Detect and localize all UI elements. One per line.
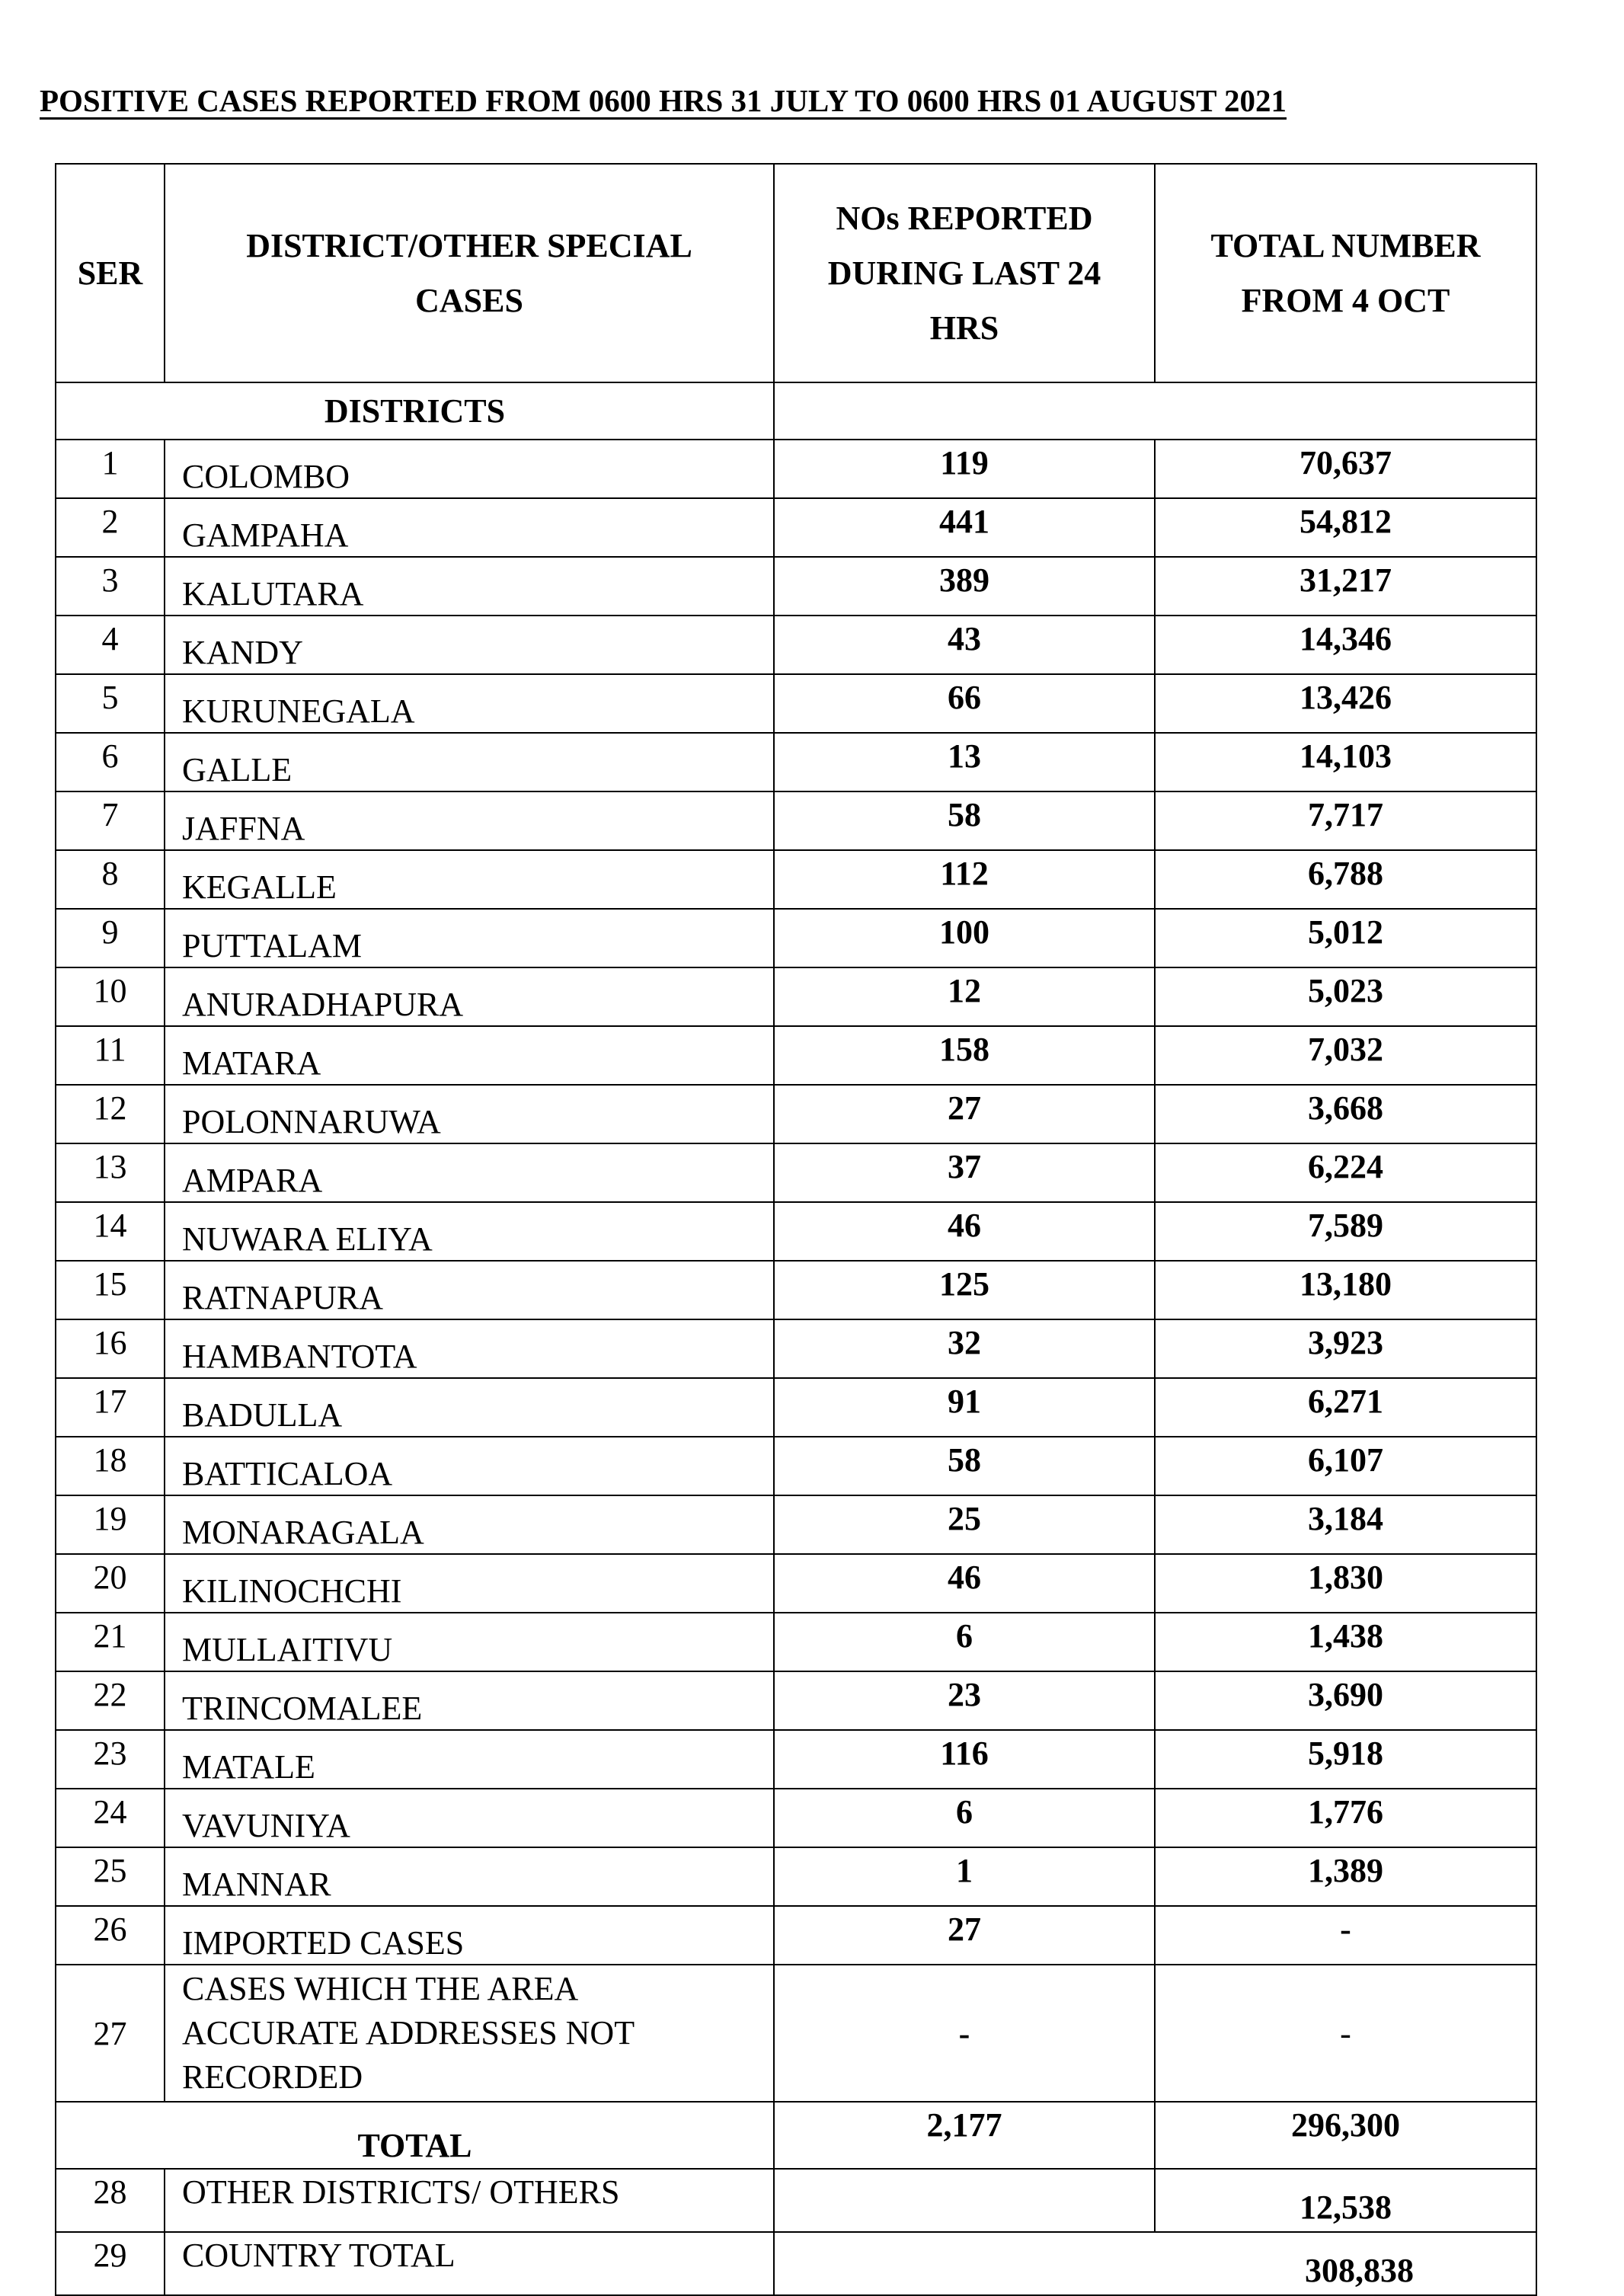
- name-line: CASES WHICH THE AREA: [182, 1970, 579, 2007]
- row-last-24-hrs: 6: [774, 1789, 1155, 1847]
- row-last-24-hrs: 6: [774, 1613, 1155, 1671]
- row-total-from-4-oct: 3,668: [1155, 1085, 1536, 1143]
- row-district-name: POLONNARUWA: [165, 1085, 774, 1143]
- header-row: [56, 164, 1536, 382]
- row-last-24-hrs: 119: [774, 440, 1155, 498]
- table-row: [56, 1143, 1536, 1202]
- table-row: [56, 791, 1536, 850]
- row-district-name: HAMBANTOTA: [165, 1319, 774, 1378]
- row-last-24-hrs: 43: [774, 616, 1155, 674]
- table-row: [56, 967, 1536, 1026]
- row-total-from-4-oct: 3,923: [1155, 1319, 1536, 1378]
- table-row: [56, 1202, 1536, 1261]
- row-last-24-hrs: 91: [774, 1378, 1155, 1437]
- header-ser: SER: [56, 164, 165, 382]
- row-district-name: GAMPAHA: [165, 498, 774, 557]
- row-total-from-4-oct: -: [1155, 1965, 1536, 2102]
- row-last-24-hrs: 46: [774, 1554, 1155, 1613]
- row-total-from-4-oct: 70,637: [1155, 440, 1536, 498]
- row-last-24-hrs: 158: [774, 1026, 1155, 1085]
- row-last-24-hrs: 25: [774, 1495, 1155, 1554]
- row-last-24-hrs: 32: [774, 1319, 1155, 1378]
- table-row: [56, 733, 1536, 791]
- row-ser: 3: [56, 557, 165, 616]
- table-row: [56, 1847, 1536, 1906]
- row-last-24-hrs: 27: [774, 1085, 1155, 1143]
- table-row: [56, 1378, 1536, 1437]
- name-line: RECORDED: [182, 2058, 363, 2096]
- row-total-from-4-oct: 6,107: [1155, 1437, 1536, 1495]
- row-ser: 5: [56, 674, 165, 733]
- row-total-from-4-oct: 1,830: [1155, 1554, 1536, 1613]
- row-district-name: COUNTRY TOTAL: [165, 2232, 774, 2295]
- row-district-name: OTHER DISTRICTS/ OTHERS: [165, 2169, 774, 2232]
- row-district-name: MULLAITIVU: [165, 1613, 774, 1671]
- table-row: [56, 909, 1536, 967]
- row-total-from-4-oct: 6,271: [1155, 1378, 1536, 1437]
- row-last-24-hrs: 1: [774, 1847, 1155, 1906]
- row-ser: 29: [56, 2232, 165, 2295]
- row-district-name: VAVUNIYA: [165, 1789, 774, 1847]
- section-label: DISTRICTS: [56, 382, 774, 440]
- row-total-from-4-oct: 12,538: [1155, 2169, 1536, 2232]
- row-ser: 27: [56, 1965, 165, 2102]
- row-last-24-hrs: 37: [774, 1143, 1155, 1202]
- row-total-from-4-oct: 14,103: [1155, 733, 1536, 791]
- row-district-name: ANURADHAPURA: [165, 967, 774, 1026]
- header-district: DISTRICT/OTHER SPECIAL CASES: [165, 164, 774, 382]
- row-total-from-4-oct: 13,180: [1155, 1261, 1536, 1319]
- total-from-4-oct: 296,300: [1155, 2102, 1536, 2169]
- row-ser: 23: [56, 1730, 165, 1789]
- row-ser: 10: [56, 967, 165, 1026]
- header-total-from-4-oct: TOTAL NUMBER FROM 4 OCT: [1155, 164, 1536, 382]
- row-district-name: PUTTALAM: [165, 909, 774, 967]
- table-row: [56, 850, 1536, 909]
- row-district-name: MANNAR: [165, 1847, 774, 1906]
- row-ser: 18: [56, 1437, 165, 1495]
- table-row: [56, 1730, 1536, 1789]
- row-ser: 7: [56, 791, 165, 850]
- row-ser: 6: [56, 733, 165, 791]
- row-last-24-hrs: 112: [774, 850, 1155, 909]
- row-district-name: KEGALLE: [165, 850, 774, 909]
- row-total-from-4-oct: 5,023: [1155, 967, 1536, 1026]
- row-total-from-4-oct: 6,224: [1155, 1143, 1536, 1202]
- row-ser: 28: [56, 2169, 165, 2232]
- row-last-24-hrs: -: [774, 1965, 1155, 2102]
- row-ser: 9: [56, 909, 165, 967]
- total-last-24-hrs: 2,177: [774, 2102, 1155, 2169]
- row-total-from-4-oct: 6,788: [1155, 850, 1536, 909]
- row-last-24-hrs: 13: [774, 733, 1155, 791]
- row-district-name: [165, 1965, 774, 2102]
- table-row: [56, 616, 1536, 674]
- table-row: [56, 1261, 1536, 1319]
- total-label: TOTAL: [56, 2102, 774, 2169]
- row-last-24-hrs: 116: [774, 1730, 1155, 1789]
- row-ser: 19: [56, 1495, 165, 1554]
- row-total-from-4-oct: 5,918: [1155, 1730, 1536, 1789]
- table-row: [56, 1085, 1536, 1143]
- row-last-24-hrs: 100: [774, 909, 1155, 967]
- row-last-24-hrs: 389: [774, 557, 1155, 616]
- row-district-name: MONARAGALA: [165, 1495, 774, 1554]
- table-row: [56, 440, 1536, 498]
- table-row: [56, 1319, 1536, 1378]
- row-ser: 2: [56, 498, 165, 557]
- table-row: [56, 498, 1536, 557]
- row-district-name: BADULLA: [165, 1378, 774, 1437]
- total-row: [56, 2102, 1536, 2169]
- row-total-from-4-oct: 7,589: [1155, 1202, 1536, 1261]
- row-district-name: RATNAPURA: [165, 1261, 774, 1319]
- row-total-from-4-oct: 1,776: [1155, 1789, 1536, 1847]
- row-district-name: COLOMBO: [165, 440, 774, 498]
- table-row: [56, 1437, 1536, 1495]
- row-ser: 11: [56, 1026, 165, 1085]
- row-district-name: MATARA: [165, 1026, 774, 1085]
- row-last-24-hrs: 58: [774, 1437, 1155, 1495]
- header-last-24-hrs: NOs REPORTED DURING LAST 24 HRS: [774, 164, 1155, 382]
- row-district-name: GALLE: [165, 733, 774, 791]
- country-total-value: 308,838: [774, 2232, 1536, 2295]
- row-district-name: NUWARA ELIYA: [165, 1202, 774, 1261]
- section-empty-cell: [774, 382, 1536, 440]
- row-district-name: IMPORTED CASES: [165, 1906, 774, 1965]
- row-ser: 24: [56, 1789, 165, 1847]
- row-total-from-4-oct: 14,346: [1155, 616, 1536, 674]
- row-last-24-hrs: 46: [774, 1202, 1155, 1261]
- row-ser: 14: [56, 1202, 165, 1261]
- page-title: POSITIVE CASES REPORTED FROM 0600 HRS 31 JULY TO 0600 HRS 01 AUGUST 2021: [40, 83, 1287, 118]
- table-row: [56, 674, 1536, 733]
- row-ser: 26: [56, 1906, 165, 1965]
- row-ser: 4: [56, 616, 165, 674]
- row-ser: 22: [56, 1671, 165, 1730]
- row-ser: 21: [56, 1613, 165, 1671]
- row-district-name: AMPARA: [165, 1143, 774, 1202]
- row-last-24-hrs: 125: [774, 1261, 1155, 1319]
- row-ser: 1: [56, 440, 165, 498]
- row-district-name: TRINCOMALEE: [165, 1671, 774, 1730]
- row-total-from-4-oct: 1,389: [1155, 1847, 1536, 1906]
- table-row: [56, 1671, 1536, 1730]
- row-total-from-4-oct: 3,184: [1155, 1495, 1536, 1554]
- row-total-from-4-oct: 7,032: [1155, 1026, 1536, 1085]
- row-last-24-hrs: 58: [774, 791, 1155, 850]
- row-ser: 12: [56, 1085, 165, 1143]
- country-total-row: [56, 2232, 1536, 2295]
- table-row-unrecorded: [56, 1965, 1536, 2102]
- name-line: ACCURATE ADDRESSES NOT: [182, 2014, 635, 2051]
- row-district-name: KALUTARA: [165, 557, 774, 616]
- row-ser: 8: [56, 850, 165, 909]
- row-district-name: JAFFNA: [165, 791, 774, 850]
- row-last-24-hrs: [774, 2169, 1155, 2232]
- row-district-name: KANDY: [165, 616, 774, 674]
- row-district-name: KILINOCHCHI: [165, 1554, 774, 1613]
- row-total-from-4-oct: -: [1155, 1906, 1536, 1965]
- row-last-24-hrs: 23: [774, 1671, 1155, 1730]
- other-districts-row: [56, 2169, 1536, 2232]
- cases-table: [55, 163, 1537, 2296]
- row-total-from-4-oct: 1,438: [1155, 1613, 1536, 1671]
- row-district-name: MATALE: [165, 1730, 774, 1789]
- row-ser: 15: [56, 1261, 165, 1319]
- row-total-from-4-oct: 54,812: [1155, 498, 1536, 557]
- section-row-districts: [56, 382, 1536, 440]
- row-ser: 13: [56, 1143, 165, 1202]
- row-last-24-hrs: 27: [774, 1906, 1155, 1965]
- row-total-from-4-oct: 5,012: [1155, 909, 1536, 967]
- row-total-from-4-oct: 13,426: [1155, 674, 1536, 733]
- table-row: [56, 557, 1536, 616]
- row-ser: 20: [56, 1554, 165, 1613]
- row-district-name: BATTICALOA: [165, 1437, 774, 1495]
- table-row: [56, 1495, 1536, 1554]
- row-total-from-4-oct: 3,690: [1155, 1671, 1536, 1730]
- table-row: [56, 1613, 1536, 1671]
- row-ser: 16: [56, 1319, 165, 1378]
- row-total-from-4-oct: 7,717: [1155, 791, 1536, 850]
- table-row: [56, 1789, 1536, 1847]
- row-last-24-hrs: 441: [774, 498, 1155, 557]
- row-last-24-hrs: 12: [774, 967, 1155, 1026]
- row-ser: 25: [56, 1847, 165, 1906]
- row-ser: 17: [56, 1378, 165, 1437]
- table-row: [56, 1906, 1536, 1965]
- row-total-from-4-oct: 31,217: [1155, 557, 1536, 616]
- table-row: [56, 1026, 1536, 1085]
- table-row: [56, 1554, 1536, 1613]
- row-district-name: KURUNEGALA: [165, 674, 774, 733]
- row-last-24-hrs: 66: [774, 674, 1155, 733]
